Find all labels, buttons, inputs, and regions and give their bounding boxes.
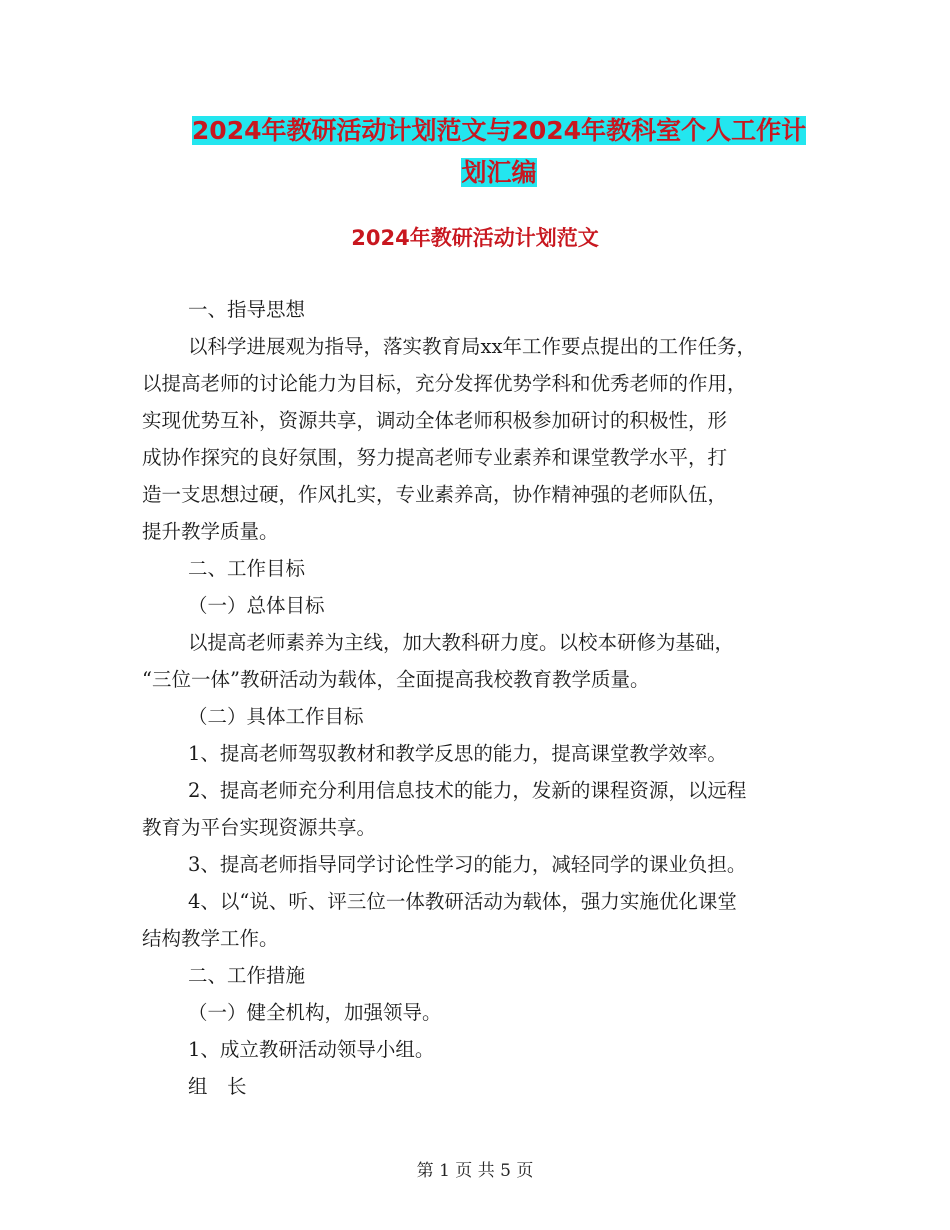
list-item-continuation: 教育为平台实现资源共享。 xyxy=(142,816,377,839)
subheading-overall-goal: （一）总体目标 xyxy=(188,594,325,617)
list-item: 3、提高老师指导同学讨论性学习的能力，减轻同学的课业负担。 xyxy=(188,853,747,876)
list-item-continuation: 结构教学工作。 xyxy=(142,927,279,950)
heading-guiding-thought: 一、指导思想 xyxy=(188,298,306,321)
list-item: 4、以“说、听、评三位一体教研活动为载体，强力实施优化课堂 xyxy=(188,890,737,913)
paragraph-line: 提升教学质量。 xyxy=(142,520,279,543)
paragraph-line: 造一支思想过硬，作风扎实，专业素养高，协作精神强的老师队伍， xyxy=(142,483,728,506)
paragraph-line: 以科学进展观为指导，落实教育局xx年工作要点提出的工作任务， xyxy=(188,335,756,358)
paragraph-line: “三位一体”教研活动为载体，全面提高我校教育教学质量。 xyxy=(142,668,650,691)
document-title xyxy=(186,110,812,194)
page-footer: 第 1 页 共 5 页 xyxy=(416,1161,534,1181)
list-item: 1、成立教研活动领导小组。 xyxy=(188,1038,435,1061)
subheading-specific-goals: （二）具体工作目标 xyxy=(188,705,364,728)
paragraph-line: 实现优势互补，资源共享，调动全体老师积极参加研讨的积极性，形 xyxy=(142,409,728,432)
document-title-line-2: 划汇编 xyxy=(461,158,537,187)
list-item: 1、提高老师驾驭教材和教学反思的能力，提高课堂教学效率。 xyxy=(188,742,727,765)
list-item: 2、提高老师充分利用信息技术的能力，发新的课程资源，以远程 xyxy=(188,779,747,802)
subheading-organization: （一）健全机构，加强领导。 xyxy=(188,1001,442,1024)
heading-work-goals: 二、工作目标 xyxy=(188,557,306,580)
group-leader-label: 组 长 xyxy=(188,1075,247,1098)
section-title: 2024年教研活动计划范文 xyxy=(351,226,599,250)
paragraph-line: 以提高老师的讨论能力为目标，充分发挥优势学科和优秀老师的作用， xyxy=(142,372,747,395)
heading-work-measures: 二、工作措施 xyxy=(188,964,306,987)
document-title-line-1: 2024年教研活动计划范文与2024年教科室个人工作计 xyxy=(191,116,807,145)
paragraph-line: 以提高老师素养为主线，加大教科研力度。以校本研修为基础， xyxy=(188,631,735,654)
paragraph-line: 成协作探究的良好氛围，努力提高老师专业素养和课堂教学水平，打 xyxy=(142,446,728,469)
